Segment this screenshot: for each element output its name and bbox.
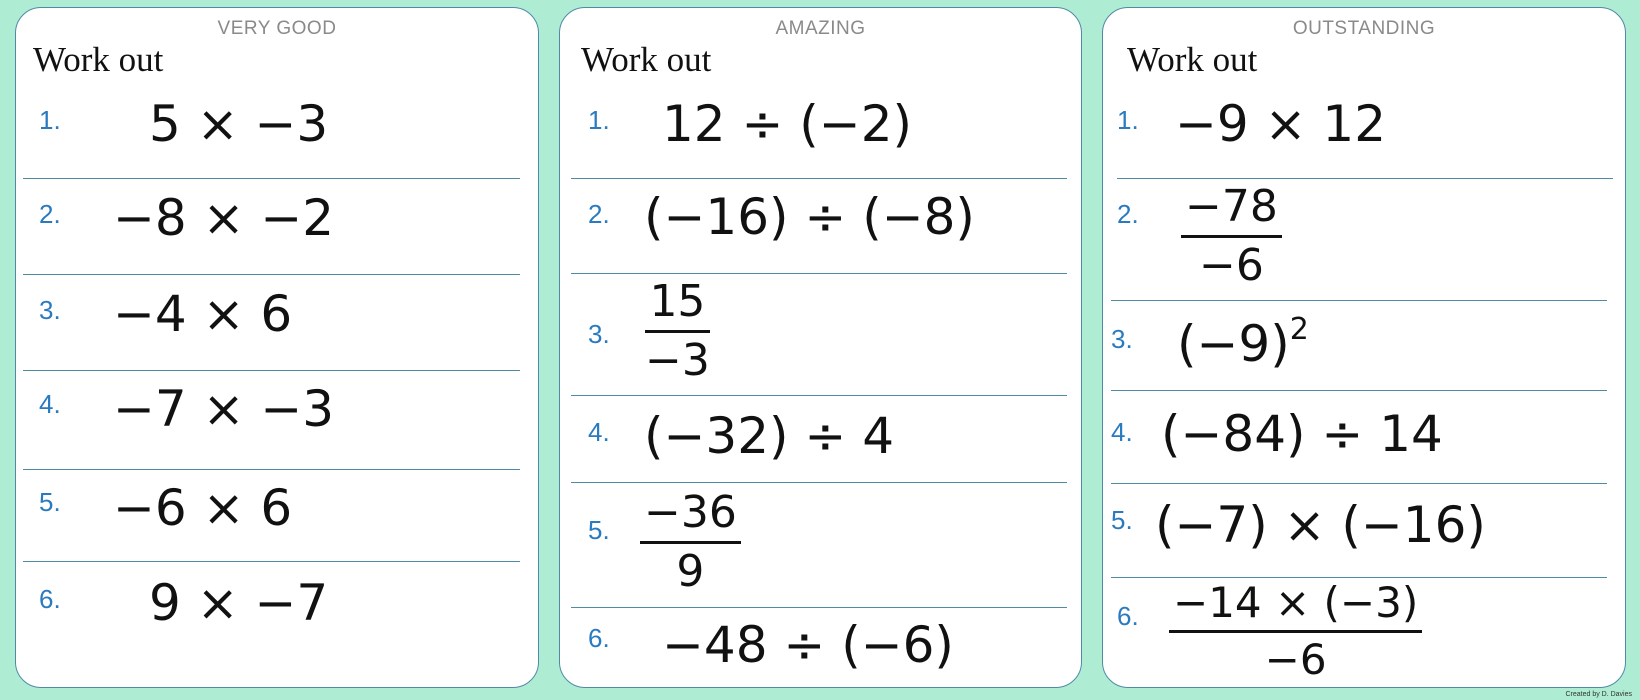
question-row bbox=[1117, 88, 1613, 179]
fraction-numerator: −78 bbox=[1185, 181, 1278, 232]
question-fraction bbox=[1169, 578, 1422, 684]
question-number: 4. bbox=[1111, 417, 1133, 447]
question-row bbox=[1111, 301, 1607, 391]
question-number: 5. bbox=[588, 515, 610, 545]
question-row bbox=[23, 88, 520, 179]
question-number: 3. bbox=[588, 319, 610, 349]
question-number: 3. bbox=[39, 295, 61, 325]
question-row bbox=[23, 562, 520, 658]
question-number: 6. bbox=[1117, 601, 1139, 631]
question-row bbox=[571, 179, 1067, 274]
question-number: 1. bbox=[1117, 105, 1139, 135]
question-row bbox=[571, 88, 1067, 179]
question-number: 2. bbox=[39, 199, 61, 229]
question-row bbox=[23, 275, 520, 371]
question-expression: 5 × −3 bbox=[149, 95, 329, 153]
card-amazing bbox=[559, 7, 1082, 688]
instruction: Work out bbox=[581, 40, 712, 79]
question-number: 5. bbox=[39, 487, 61, 517]
question-row bbox=[1111, 484, 1607, 578]
power-exponent: 2 bbox=[1289, 312, 1309, 348]
fraction-denominator: 9 bbox=[676, 546, 705, 597]
question-expression: (−16) ÷ (−8) bbox=[644, 188, 975, 246]
question-row bbox=[571, 396, 1067, 483]
instruction: Work out bbox=[33, 40, 164, 79]
question-row bbox=[23, 470, 520, 562]
question-row bbox=[1111, 179, 1607, 301]
card-title: VERY GOOD bbox=[217, 18, 337, 39]
question-number: 3. bbox=[1111, 324, 1133, 354]
fraction-denominator: −6 bbox=[1264, 635, 1327, 684]
question-expression: −7 × −3 bbox=[113, 380, 335, 438]
question-row bbox=[571, 274, 1067, 396]
card-title: OUTSTANDING bbox=[1292, 18, 1436, 39]
author-credit: Created by D. Davies bbox=[1565, 691, 1632, 698]
question-number: 1. bbox=[39, 105, 61, 135]
fraction-numerator: −14 × (−3) bbox=[1173, 578, 1419, 627]
question-number: 6. bbox=[39, 584, 61, 614]
question-row bbox=[571, 608, 1067, 686]
question-row bbox=[23, 371, 520, 470]
question-row bbox=[1111, 391, 1607, 484]
question-fraction bbox=[640, 487, 741, 597]
question-number: 2. bbox=[588, 199, 610, 229]
fraction-denominator: −3 bbox=[645, 335, 710, 386]
question-number: 1. bbox=[588, 105, 610, 135]
fraction-denominator: −6 bbox=[1198, 240, 1264, 291]
question-fraction bbox=[645, 276, 710, 386]
card-outstanding bbox=[1102, 7, 1626, 688]
question-expression: −8 × −2 bbox=[113, 189, 335, 247]
question-expression: (−7) × (−16) bbox=[1155, 496, 1486, 554]
question-expression: −6 × 6 bbox=[113, 479, 293, 537]
question-expression: −9 × 12 bbox=[1175, 95, 1387, 153]
question-number: 4. bbox=[39, 389, 61, 419]
card-title: AMAZING bbox=[775, 18, 866, 39]
fraction-numerator: −36 bbox=[644, 487, 737, 538]
question-number: 6. bbox=[588, 623, 610, 653]
question-expression: 9 × −7 bbox=[149, 574, 329, 632]
fraction-numerator: 15 bbox=[649, 276, 706, 327]
question-expression: −48 ÷ (−6) bbox=[662, 616, 954, 674]
power-base: (−9) bbox=[1177, 315, 1290, 373]
question-number: 4. bbox=[588, 417, 610, 447]
question-fraction bbox=[1181, 181, 1282, 291]
instruction: Work out bbox=[1127, 40, 1258, 79]
question-number: 2. bbox=[1117, 199, 1139, 229]
question-row bbox=[1111, 578, 1607, 688]
question-row bbox=[23, 179, 520, 275]
card-very-good bbox=[15, 7, 539, 688]
question-expression: (−32) ÷ 4 bbox=[644, 407, 895, 465]
question-expression: −4 × 6 bbox=[113, 285, 293, 343]
question-expression: (−84) ÷ 14 bbox=[1161, 405, 1443, 463]
question-row bbox=[571, 483, 1067, 608]
question-number: 5. bbox=[1111, 505, 1133, 535]
question-expression bbox=[1177, 312, 1309, 373]
question-expression: 12 ÷ (−2) bbox=[662, 95, 913, 153]
